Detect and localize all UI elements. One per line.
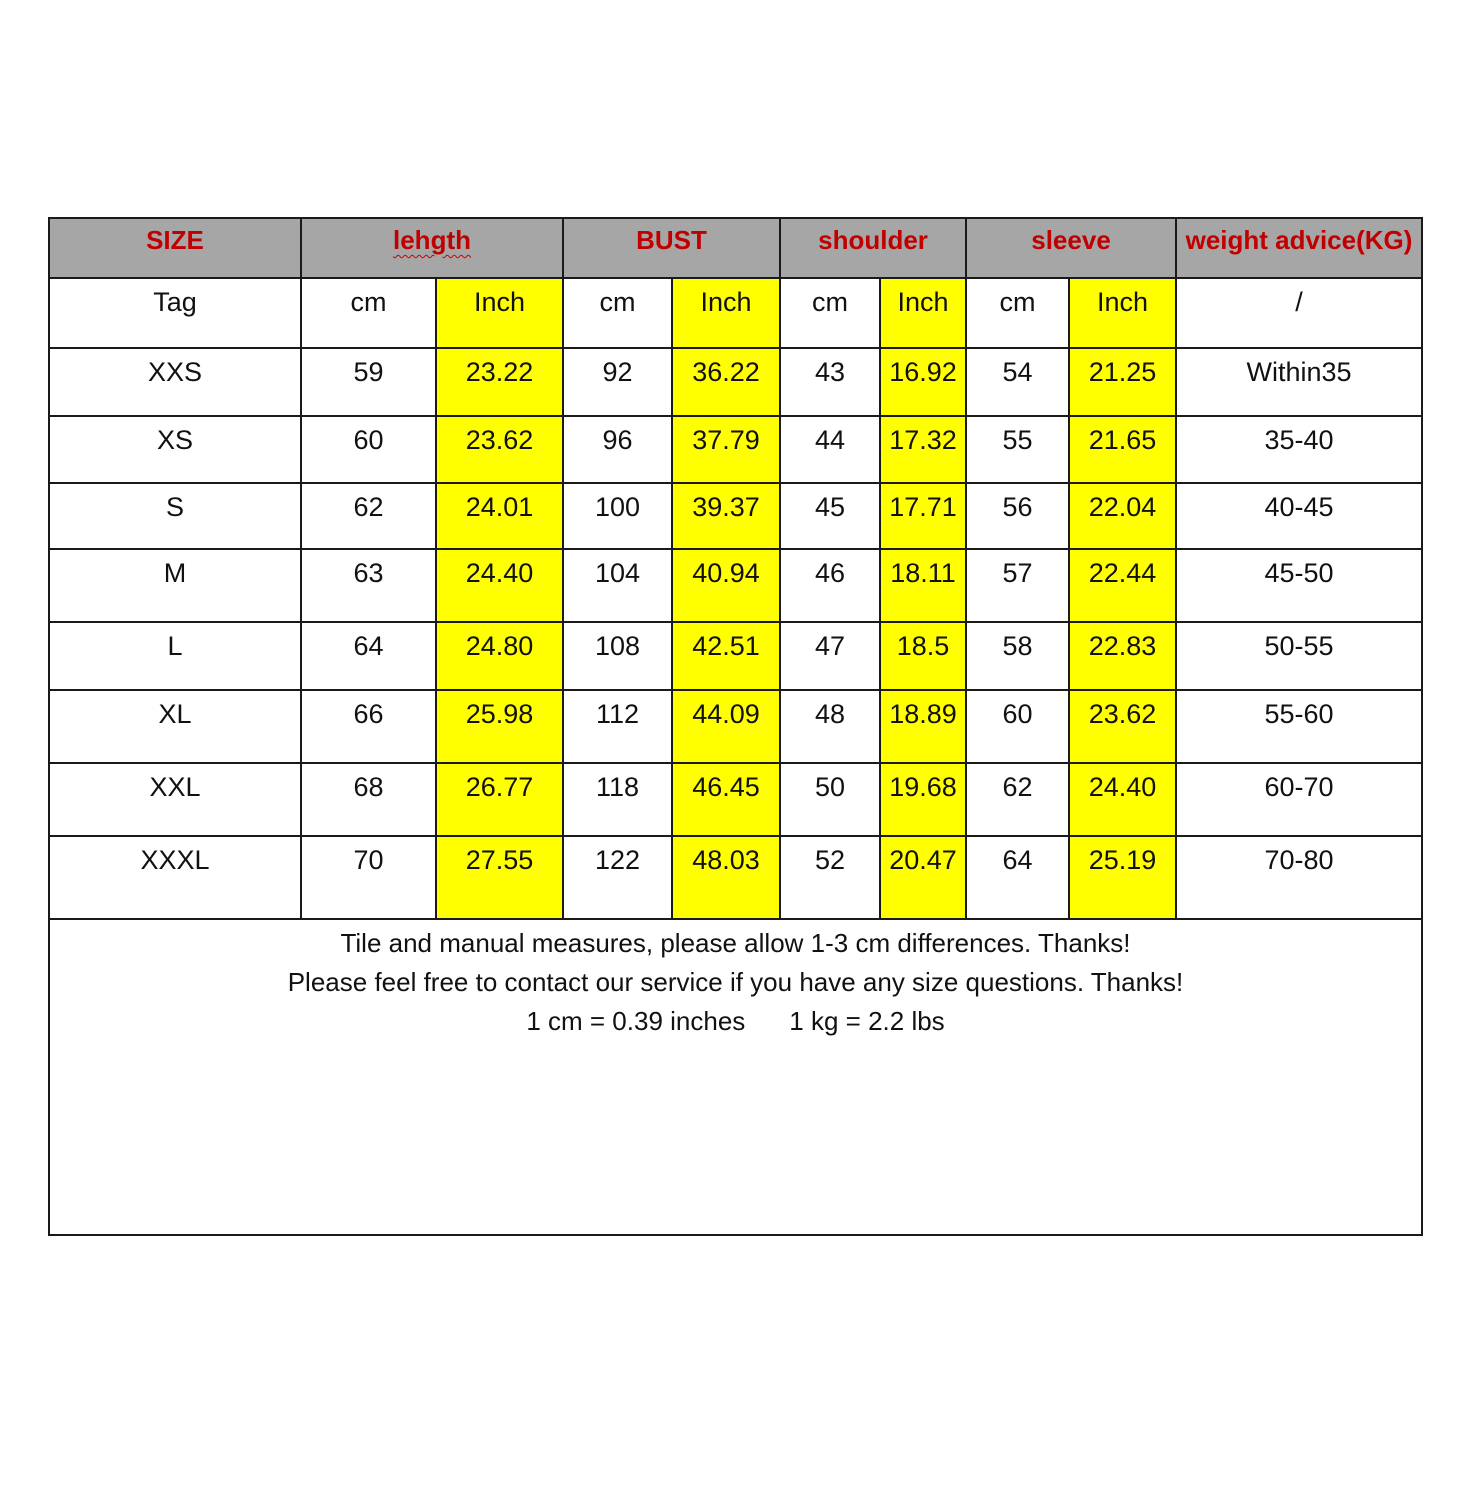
unit-cell: / [1176,278,1422,348]
length-cm-cell: 64 [301,622,436,690]
unit-cell: cm [563,278,672,348]
shoulder-cm-cell: 44 [780,416,880,483]
table-row [49,690,1422,763]
size-chart-table [48,217,1423,1236]
bust-cm-cell: 104 [563,549,672,622]
shoulder-cm-cell: 47 [780,622,880,690]
size-tag-cell: S [49,483,301,549]
sleeve-inch-cell: 21.25 [1069,348,1176,416]
length-inch-cell: 27.55 [436,836,563,919]
shoulder-cm-cell: 50 [780,763,880,836]
length-cm-cell: 68 [301,763,436,836]
length-cm-cell: 70 [301,836,436,919]
bust-cm-cell: 118 [563,763,672,836]
weight-advice-cell: 40-45 [1176,483,1422,549]
bust-inch-cell: 37.79 [672,416,780,483]
shoulder-inch-cell: 18.89 [880,690,966,763]
unit-row [49,278,1422,348]
length-inch-cell: 24.80 [436,622,563,690]
bust-cm-cell: 108 [563,622,672,690]
shoulder-cm-cell: 48 [780,690,880,763]
unit-cell: cm [966,278,1069,348]
length-cm-cell: 62 [301,483,436,549]
sleeve-cm-cell: 60 [966,690,1069,763]
sleeve-cm-cell: 64 [966,836,1069,919]
bust-cm-cell: 100 [563,483,672,549]
header-length-label: lehgth [393,225,471,255]
size-tag-cell: XXS [49,348,301,416]
unit-cell: Inch [880,278,966,348]
sleeve-cm-cell: 57 [966,549,1069,622]
length-cm-cell: 59 [301,348,436,416]
weight-advice-cell: 70-80 [1176,836,1422,919]
sleeve-cm-cell: 54 [966,348,1069,416]
header-bust: BUST [563,218,780,278]
shoulder-inch-cell: 17.71 [880,483,966,549]
sleeve-cm-cell: 58 [966,622,1069,690]
table-row [49,416,1422,483]
table-row [49,348,1422,416]
sleeve-cm-cell: 55 [966,416,1069,483]
length-cm-cell: 60 [301,416,436,483]
unit-cell: cm [301,278,436,348]
cm-conversion: 1 cm = 0.39 inches [526,1006,746,1036]
bust-cm-cell: 122 [563,836,672,919]
weight-advice-cell: 55-60 [1176,690,1422,763]
conversion-line [50,1002,1421,1041]
size-tag-cell: XXL [49,763,301,836]
sleeve-inch-cell: 21.65 [1069,416,1176,483]
notes-cell [49,919,1422,1235]
shoulder-inch-cell: 18.5 [880,622,966,690]
table-row [49,836,1422,919]
header-row [49,218,1422,278]
header-shoulder: shoulder [780,218,966,278]
weight-advice-cell: 35-40 [1176,416,1422,483]
bust-cm-cell: 92 [563,348,672,416]
length-inch-cell: 24.40 [436,549,563,622]
header-length [301,218,563,278]
unit-cell: Tag [49,278,301,348]
length-inch-cell: 24.01 [436,483,563,549]
shoulder-inch-cell: 18.11 [880,549,966,622]
kg-conversion: 1 kg = 2.2 lbs [789,1006,945,1036]
size-tag-cell: M [49,549,301,622]
sleeve-inch-cell: 22.04 [1069,483,1176,549]
sleeve-inch-cell: 24.40 [1069,763,1176,836]
table-row [49,483,1422,549]
unit-cell: Inch [436,278,563,348]
shoulder-inch-cell: 17.32 [880,416,966,483]
sleeve-inch-cell: 22.83 [1069,622,1176,690]
length-inch-cell: 26.77 [436,763,563,836]
bust-inch-cell: 36.22 [672,348,780,416]
header-size: SIZE [49,218,301,278]
size-tag-cell: XXXL [49,836,301,919]
measure-note: Tile and manual measures, please allow 1-3 cm differences. Thanks! [340,928,1131,958]
shoulder-cm-cell: 45 [780,483,880,549]
bust-inch-cell: 39.37 [672,483,780,549]
unit-cell: Inch [1069,278,1176,348]
length-cm-cell: 66 [301,690,436,763]
length-cm-cell: 63 [301,549,436,622]
header-weight-advice: weight advice(KG) [1176,218,1422,278]
shoulder-inch-cell: 16.92 [880,348,966,416]
length-inch-cell: 23.22 [436,348,563,416]
bust-inch-cell: 42.51 [672,622,780,690]
bust-cm-cell: 96 [563,416,672,483]
weight-advice-cell: 60-70 [1176,763,1422,836]
size-tag-cell: XS [49,416,301,483]
sleeve-inch-cell: 22.44 [1069,549,1176,622]
header-sleeve: sleeve [966,218,1176,278]
bust-inch-cell: 40.94 [672,549,780,622]
bust-inch-cell: 48.03 [672,836,780,919]
size-tag-cell: XL [49,690,301,763]
bust-inch-cell: 46.45 [672,763,780,836]
weight-advice-cell: Within35 [1176,348,1422,416]
shoulder-cm-cell: 52 [780,836,880,919]
table-row [49,549,1422,622]
length-inch-cell: 23.62 [436,416,563,483]
contact-note: Please feel free to contact our service if you have any size questions. Thanks! [287,967,1184,997]
weight-advice-cell: 45-50 [1176,549,1422,622]
size-tag-cell: L [49,622,301,690]
notes-row [49,919,1422,1235]
table-row [49,763,1422,836]
shoulder-inch-cell: 19.68 [880,763,966,836]
table-row [49,622,1422,690]
sleeve-inch-cell: 23.62 [1069,690,1176,763]
shoulder-cm-cell: 43 [780,348,880,416]
sleeve-cm-cell: 56 [966,483,1069,549]
length-inch-cell: 25.98 [436,690,563,763]
sleeve-inch-cell: 25.19 [1069,836,1176,919]
sleeve-cm-cell: 62 [966,763,1069,836]
bust-inch-cell: 44.09 [672,690,780,763]
unit-cell: cm [780,278,880,348]
shoulder-cm-cell: 46 [780,549,880,622]
shoulder-inch-cell: 20.47 [880,836,966,919]
weight-advice-cell: 50-55 [1176,622,1422,690]
unit-cell: Inch [672,278,780,348]
bust-cm-cell: 112 [563,690,672,763]
